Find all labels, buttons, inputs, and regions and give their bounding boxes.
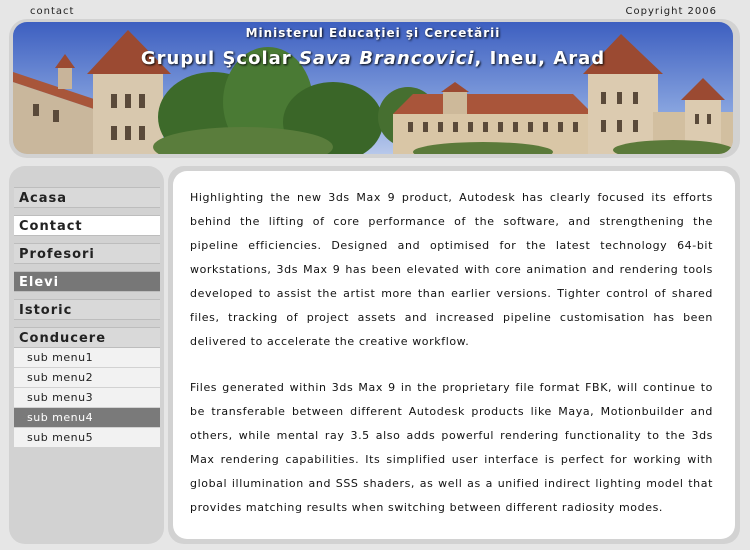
content-panel — [173, 171, 735, 539]
menu-item-istoric[interactable]: Istoric — [14, 299, 160, 320]
sidebar-menu — [14, 187, 160, 448]
submenu-item-2[interactable]: sub menu2 — [14, 368, 160, 387]
header-banner — [13, 22, 733, 154]
menu-item-profesori[interactable]: Profesori — [14, 243, 160, 264]
school-title — [13, 48, 733, 69]
menu-item-elevi[interactable]: Elevi — [14, 271, 160, 292]
school-building-photo — [13, 22, 733, 154]
school-title-prefix: Grupul Şcolar — [140, 48, 292, 69]
contact-link[interactable]: contact — [30, 6, 75, 17]
copyright-text: Copyright 2006 — [625, 6, 717, 17]
menu-item-acasa[interactable]: Acasa — [14, 187, 160, 208]
school-title-suffix: , Ineu, Arad — [474, 48, 606, 69]
submenu-item-3[interactable]: sub menu3 — [14, 388, 160, 407]
content-paragraph-2: Files generated within 3ds Max 9 in the proprietary file format FBK, will continue to be transferable between different Autodesk products like Maya, Motionbuilder and others, while mental ray 3.5 also adds powerful rendering functionality to the 3ds Max rendering capabilities. Its simplified user interface is perfect for working with global illumination and SSS shaders, as well as a unified indirect lighting model that provides matching results when switching between different radiosity modes. — [190, 381, 713, 514]
school-title-name: Sava Brancovici — [298, 48, 475, 69]
submenu-item-1[interactable]: sub menu1 — [14, 348, 160, 367]
menu-item-contact[interactable]: Contact — [14, 215, 160, 236]
ministry-title: Ministerul Educaţiei şi Cercetării — [245, 26, 501, 40]
submenu-item-4[interactable]: sub menu4 — [14, 408, 160, 427]
menu-item-conducere[interactable]: Conducere — [14, 327, 160, 348]
submenu-item-5[interactable]: sub menu5 — [14, 428, 160, 447]
content-paragraph-1: Highlighting the new 3ds Max 9 product, Autodesk has clearly focused its efforts behind the lifting of core performance of the software, and strengthening the pipeline efficiencies. Designed and optimised for the latest technology 64-bit workstations, 3ds Max 9 has been elevated with core animation and rendering tools developed to assist the artist more than earlier versions. Tighter control of shared files, tracking of project assets and increased pipeline customisation has been delivered to accelerate the creative workflow. — [190, 191, 713, 348]
